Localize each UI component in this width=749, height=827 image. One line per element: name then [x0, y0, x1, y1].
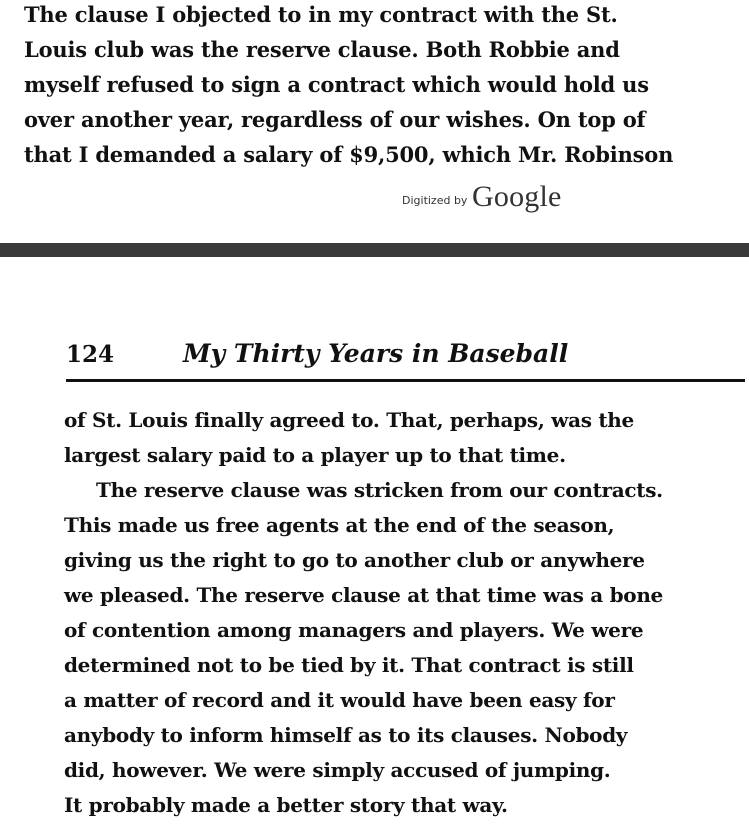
text-line: It probably made a better story that way.	[64, 793, 508, 817]
text-line: anybody to inform himself as to its clauses. Nobody	[64, 723, 628, 747]
text-line: The clause I objected to in my contract with the St.	[24, 2, 618, 27]
text-line: did, however. We were simply accused of jumping.	[64, 758, 611, 782]
header-rule	[66, 379, 745, 382]
text-line: of St. Louis finally agreed to. That, perhaps, was the	[64, 408, 634, 432]
text-line: giving us the right to go to another club or anywhere	[64, 548, 645, 572]
text-line: This made us free agents at the end of the season,	[64, 513, 615, 537]
text-line: determined not to be tied by it. That contract is still	[64, 653, 634, 677]
text-line: of contention among managers and players. We were	[64, 618, 644, 642]
google-logo: Google	[472, 180, 562, 213]
running-title: My Thirty Years in Baseball	[183, 339, 569, 368]
text-line: a matter of record and it would have been easy for	[64, 688, 615, 712]
page-separator	[0, 243, 749, 257]
text-line: The reserve clause was stricken from our contracts.	[96, 478, 663, 502]
text-line: we pleased. The reserve clause at that time was a bone	[64, 583, 663, 607]
watermark-caption: Digitized by	[402, 194, 468, 207]
page-number: 124	[66, 341, 115, 368]
text-line: Louis club was the reserve clause. Both Robbie and	[24, 37, 620, 62]
digitized-by-google-watermark	[402, 180, 602, 220]
text-line: myself refused to sign a contract which would hold us	[24, 72, 649, 97]
page-header	[66, 339, 746, 373]
book-page	[0, 257, 749, 827]
text-line: largest salary paid to a player up to that time.	[64, 443, 566, 467]
text-line: over another year, regardless of our wishes. On top of	[24, 107, 646, 132]
previous-page-fragment	[0, 0, 749, 243]
text-line: that I demanded a salary of $9,500, which Mr. Robinson	[24, 142, 674, 167]
